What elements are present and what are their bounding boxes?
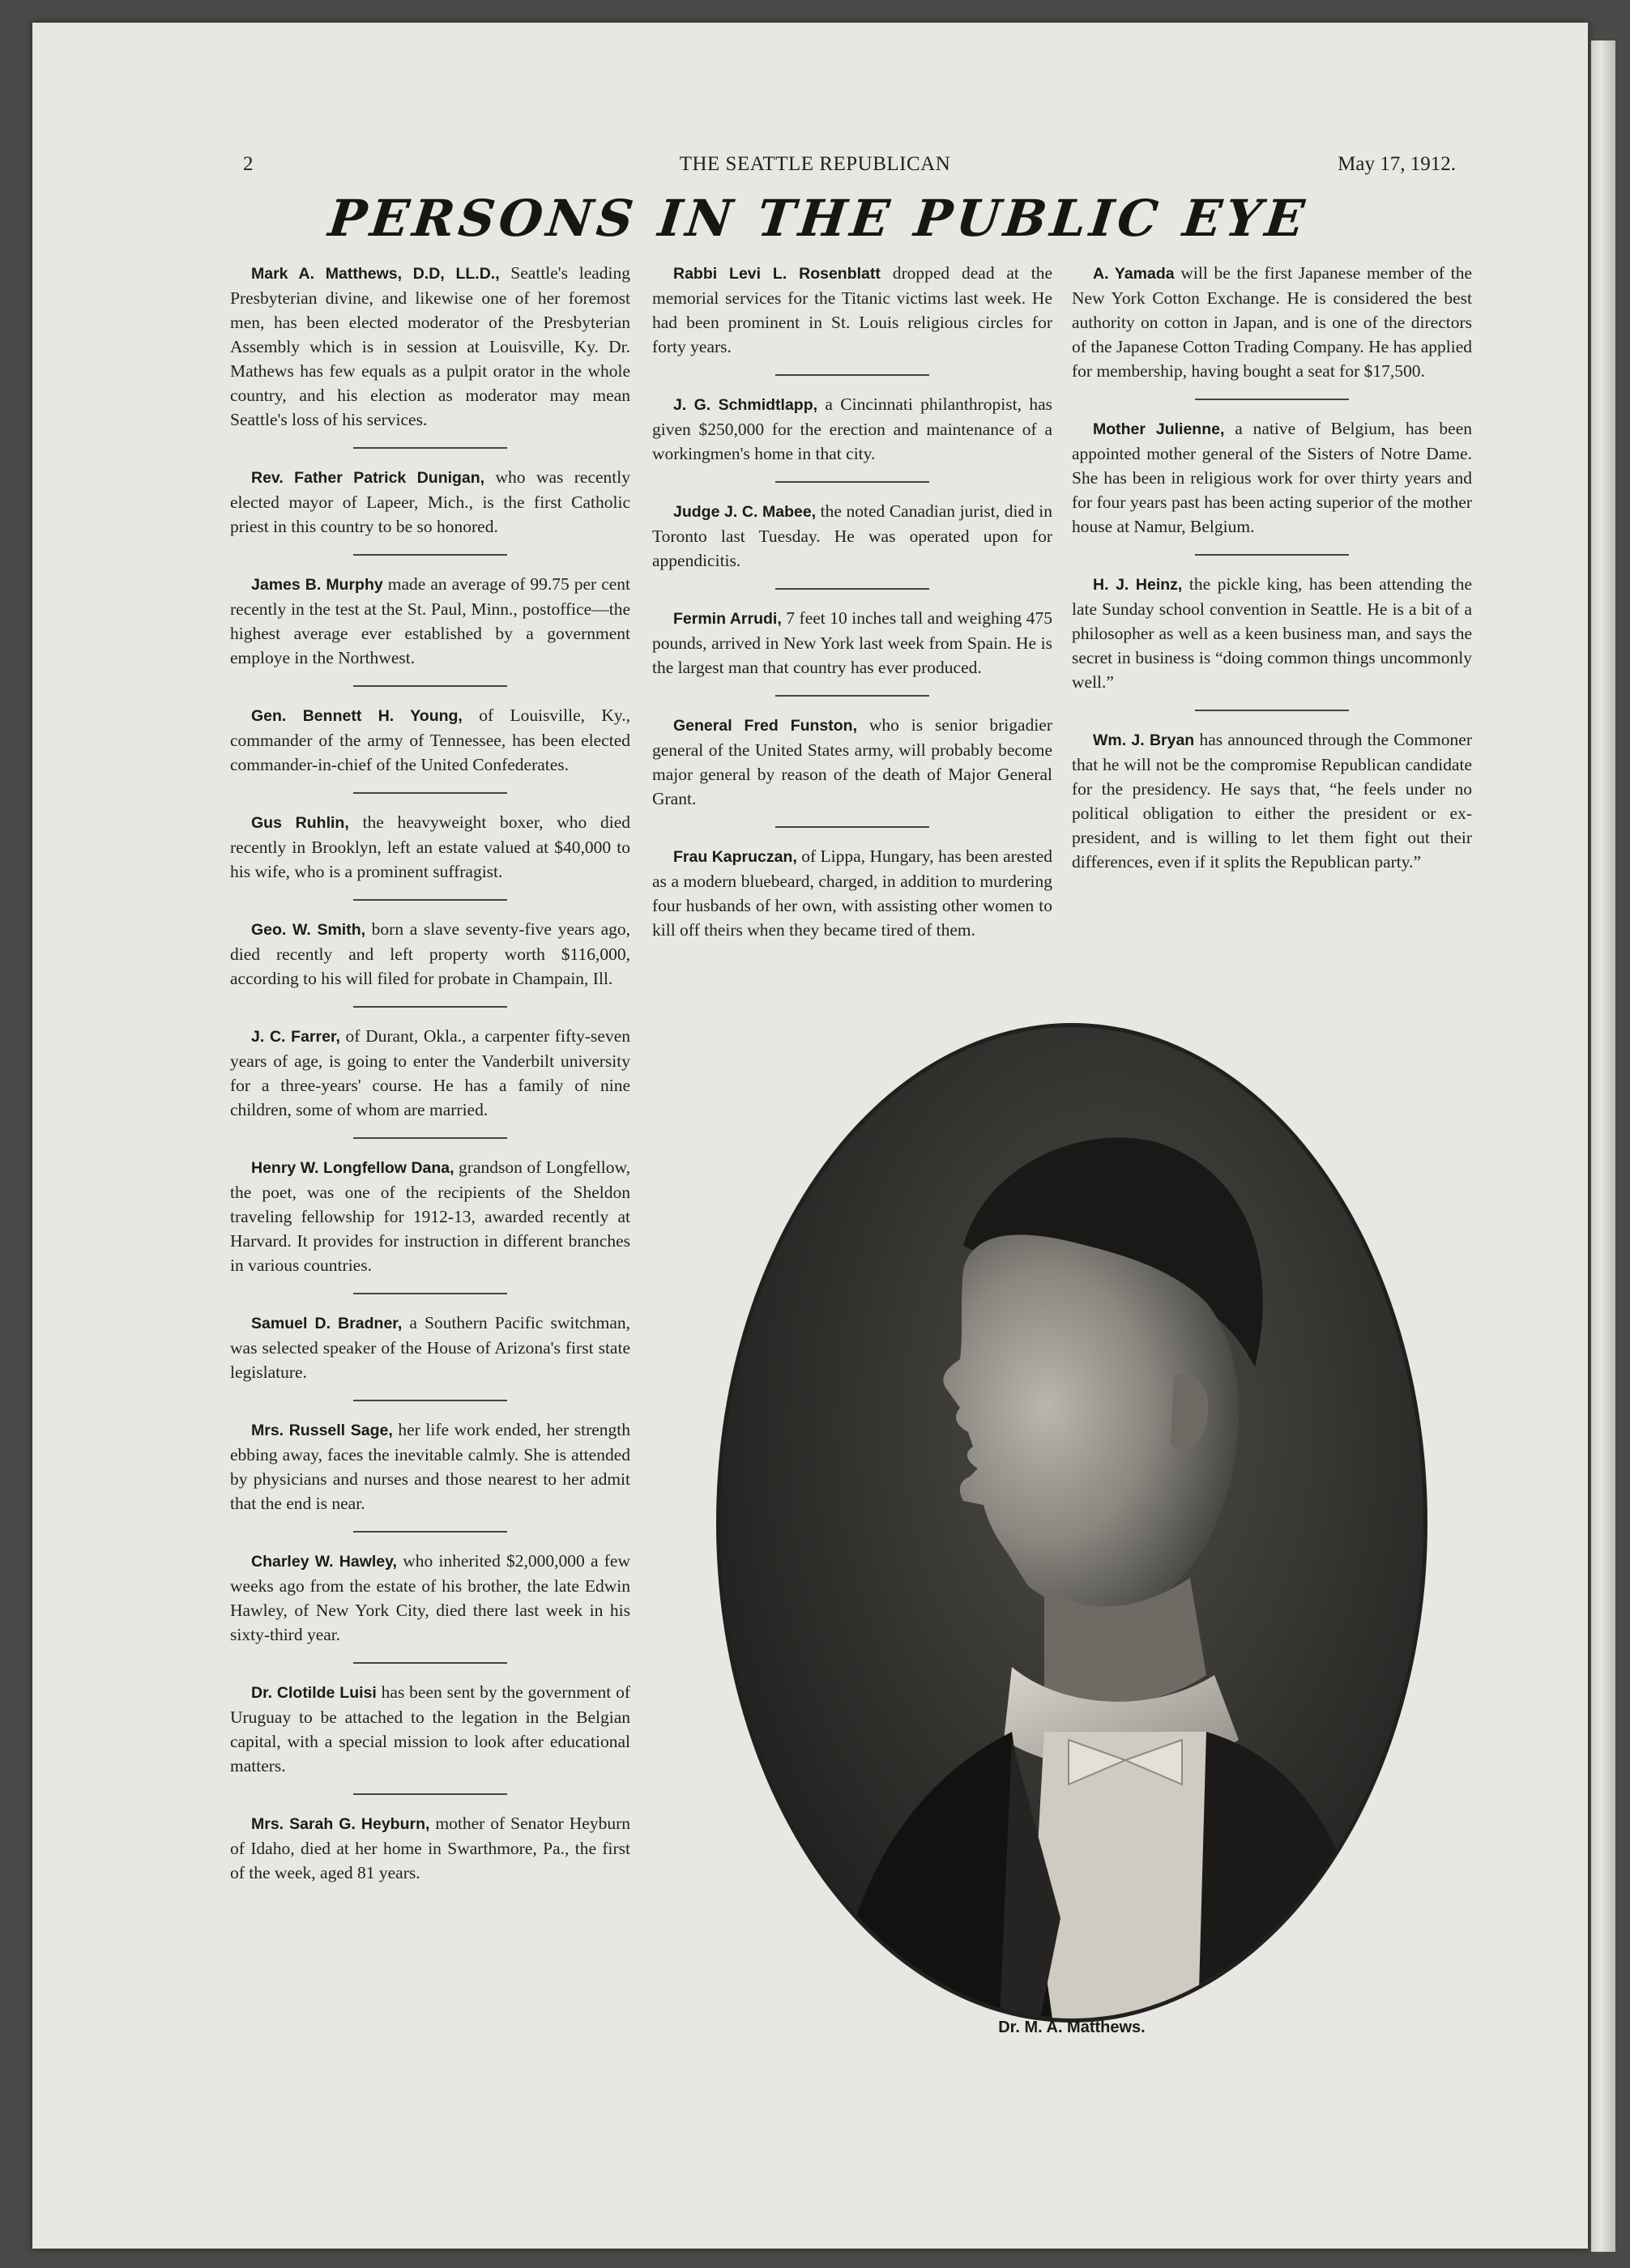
column-divider-rule xyxy=(775,481,929,483)
news-item-name: Frau Kapruczan, xyxy=(673,848,797,866)
news-item-text: 7 feet 10 inches tall and weighing 475 pounds, arrived in New York last week from Spain. He is the largest man that country has ever produced. xyxy=(652,608,1053,677)
news-item xyxy=(1072,261,1472,383)
article-column-2 xyxy=(652,261,1052,942)
news-item xyxy=(230,1024,630,1122)
column-divider-rule xyxy=(353,792,507,794)
column-divider-rule xyxy=(353,1662,507,1664)
news-item-text: her life work ended, her strength ebbing away, faces the inevitable calmly. She is attended by physicians and nurses and those nearest to her admit that the end is near. xyxy=(230,1420,630,1513)
news-item xyxy=(230,1155,630,1277)
news-item xyxy=(652,392,1052,466)
page-number: 2 xyxy=(243,153,254,175)
column-divider-rule xyxy=(353,1793,507,1795)
news-item-text: Seattle's leading Presbyterian divine, and likewise one of her foremost men, has been elected moderator of the Presbyterian Assembly which is in session at Louisville, Ky. Dr. Mathews has few equals as a pulpit orator in the whole country, and his election as moderator may mean Seattle's loss of his services. xyxy=(230,263,631,429)
news-item-text: who was recently elected mayor of Lapeer, Mich., is the first Catholic priest in this country to be so honored. xyxy=(230,467,631,536)
news-item-name: Samuel D. Bradner, xyxy=(251,1315,403,1332)
news-item-text: made an average of 99.75 per cent recently in the test at the St. Paul, Minn., postoffice—the highest average ever established by a government employe in the Northwest. xyxy=(230,574,631,667)
news-item xyxy=(1072,416,1472,539)
news-item-name: Judge J. C. Mabee, xyxy=(673,503,817,521)
column-divider-rule xyxy=(1195,554,1349,556)
news-item xyxy=(652,606,1052,680)
news-item-text: born a slave seventy-five years ago, died recently and left property worth $116,000, according to his will filed for probate in Champain, Ill. xyxy=(230,919,631,988)
news-item-name: Mrs. Russell Sage, xyxy=(251,1422,393,1439)
column-divider-rule xyxy=(353,1006,507,1008)
portrait-caption: Dr. M. A. Matthews. xyxy=(998,2019,1146,2036)
news-item-text: has announced through the Commoner that he will not be the compromise Republican candidate for the presidency. He says that, “he feels under no political obligation to either the president or ex-president, and is willing to let them fight out their differences, even if it splits the Republican party.” xyxy=(1072,730,1472,872)
column-divider-rule xyxy=(353,685,507,687)
publication-name: THE SEATTLE REPUBLICAN xyxy=(679,153,951,175)
adjacent-page-edge xyxy=(1591,40,1615,2252)
news-item xyxy=(230,1680,630,1778)
news-item xyxy=(652,713,1052,811)
news-item-name: General Fred Funston, xyxy=(673,717,858,735)
section-headline: PERSONS IN THE PUBLIC EYE xyxy=(325,189,1312,248)
news-item-text: grandson of Longfellow, the poet, was one of the recipients of the Sheldon traveling fellowship for 1912-13, awarded recently at Harvard. It provides for instruction in different branches in various countries. xyxy=(230,1157,630,1275)
column-divider-rule xyxy=(775,588,929,590)
news-item-name: Rabbi Levi L. Rosenblatt xyxy=(673,265,881,283)
news-item-text: will be the first Japanese member of the New York Cotton Exchange. He is considered the best authority on cotton in Japan, and is one of the directors of the Japanese Cotton Trading Company. He has applied for membership, having bought a seat for $17,500. xyxy=(1072,263,1472,381)
column-divider-rule xyxy=(353,1293,507,1294)
news-item-name: Dr. Clotilde Luisi xyxy=(251,1684,377,1702)
news-item xyxy=(230,465,630,539)
news-item-name: Henry W. Longfellow Dana, xyxy=(251,1159,454,1177)
news-item-name: Gus Ruhlin, xyxy=(251,814,349,832)
column-divider-rule xyxy=(1195,399,1349,400)
column-divider-rule xyxy=(775,695,929,697)
news-item-name: James B. Murphy xyxy=(251,576,383,594)
news-item xyxy=(230,810,630,884)
news-item xyxy=(230,917,630,991)
news-item-name: Mother Julienne, xyxy=(1093,420,1225,438)
news-item xyxy=(230,572,630,670)
news-item-text: a native of Belgium, has been appointed mother general of the Sisters of Notre Dame. She has been in religious work for over thirty years and for four years past has been acting superior of the mother house at Namur, Belgium. xyxy=(1072,419,1472,536)
column-divider-rule xyxy=(775,374,929,376)
news-item xyxy=(1072,572,1472,694)
article-column-3 xyxy=(1072,261,1472,874)
news-item-name: J. C. Farrer, xyxy=(251,1028,340,1046)
portrait-silhouette xyxy=(720,1027,1423,2019)
column-divider-rule xyxy=(353,554,507,556)
column-divider-rule xyxy=(353,1531,507,1533)
news-item xyxy=(230,1549,630,1647)
news-item-name: Rev. Father Patrick Dunigan, xyxy=(251,469,485,487)
news-item-text: the pickle king, has been attending the late Sunday school convention in Seattle. He is a bit of a philosopher as well as a keen business man, and says the secret in business is “doing common things uncommonly well.” xyxy=(1072,574,1473,692)
news-item-text: the noted Canadian jurist, died in Toronto last Tuesday. He was operated upon for appendicitis. xyxy=(652,501,1052,570)
news-item-name: A. Yamada xyxy=(1093,265,1175,283)
column-divider-rule xyxy=(775,826,929,828)
news-item-text: of Lippa, Hungary, has been arested as a modern bluebeard, charged, in addition to murdering four husbands of her own, with assisting other women to kill off theirs when they became tired of them. xyxy=(652,846,1052,940)
news-item-text: who inherited $2,000,000 a few weeks ago from the estate of his brother, the late Edwin Hawley, of New York City, died there last week in his sixty-third year. xyxy=(230,1551,630,1644)
column-divider-rule xyxy=(353,1137,507,1139)
news-item-name: Charley W. Hawley, xyxy=(251,1553,397,1571)
news-item-text: of Louisville, Ky., commander of the army of Tennessee, has been elected commander-in-chief of the United Confederates. xyxy=(230,706,630,774)
news-item-text: dropped dead at the memorial services for the Titanic victims last week. He had been prominent in St. Louis religious circles for forty years. xyxy=(652,263,1052,356)
news-item xyxy=(230,1811,630,1885)
news-item xyxy=(230,261,630,432)
news-item-name: Mark A. Matthews, D.D, LL.D., xyxy=(251,265,500,283)
news-item xyxy=(652,261,1052,359)
news-item-name: Mrs. Sarah G. Heyburn, xyxy=(251,1815,430,1833)
news-item-name: Gen. Bennett H. Young, xyxy=(251,707,463,725)
news-item-text: has been sent by the government of Uruguay to be attached to the legation in the Belgian capital, with a special mission to look after educational matters. xyxy=(230,1682,630,1776)
issue-date: May 17, 1912. xyxy=(1338,153,1456,175)
news-item xyxy=(652,499,1052,573)
news-item xyxy=(230,1311,630,1384)
article-column-1 xyxy=(230,261,630,1885)
column-divider-rule xyxy=(353,447,507,449)
news-item-name: Fermin Arrudi, xyxy=(673,610,782,628)
news-item xyxy=(230,1418,630,1516)
news-item-text: who is senior brigadier general of the United States army, will probably become major general by reason of the death of Major General Grant. xyxy=(652,715,1053,808)
news-item-name: J. G. Schmidtlapp, xyxy=(673,396,818,414)
portrait-photo xyxy=(716,1023,1427,2023)
news-item-text: a Cincinnati philanthropist, has given $250,000 for the erection and maintenance of a workingmen's home in that city. xyxy=(652,394,1052,463)
column-divider-rule xyxy=(1195,710,1349,711)
news-item-name: Wm. J. Bryan xyxy=(1093,731,1195,749)
news-item-text: the heavyweight boxer, who died recently in Brooklyn, left an estate valued at $40,000 to his wife, who is a prominent suffragist. xyxy=(230,812,630,881)
news-item xyxy=(1072,727,1472,874)
news-item xyxy=(230,703,630,777)
news-item xyxy=(652,844,1052,942)
news-item-text: a Southern Pacific switchman, was selected speaker of the House of Arizona's first state legislature. xyxy=(230,1313,630,1382)
column-divider-rule xyxy=(353,1400,507,1401)
news-item-name: H. J. Heinz, xyxy=(1093,576,1183,594)
news-item-name: Geo. W. Smith, xyxy=(251,921,366,939)
news-item-text: mother of Senator Heyburn of Idaho, died at her home in Swarthmore, Pa., the first of the week, aged 81 years. xyxy=(230,1814,630,1882)
column-divider-rule xyxy=(353,899,507,901)
news-item-text: of Durant, Okla., a carpenter fifty-seven years of age, is going to enter the Vanderbilt university for a three-years' course. He has a family of nine children, some of whom are married. xyxy=(230,1026,631,1119)
